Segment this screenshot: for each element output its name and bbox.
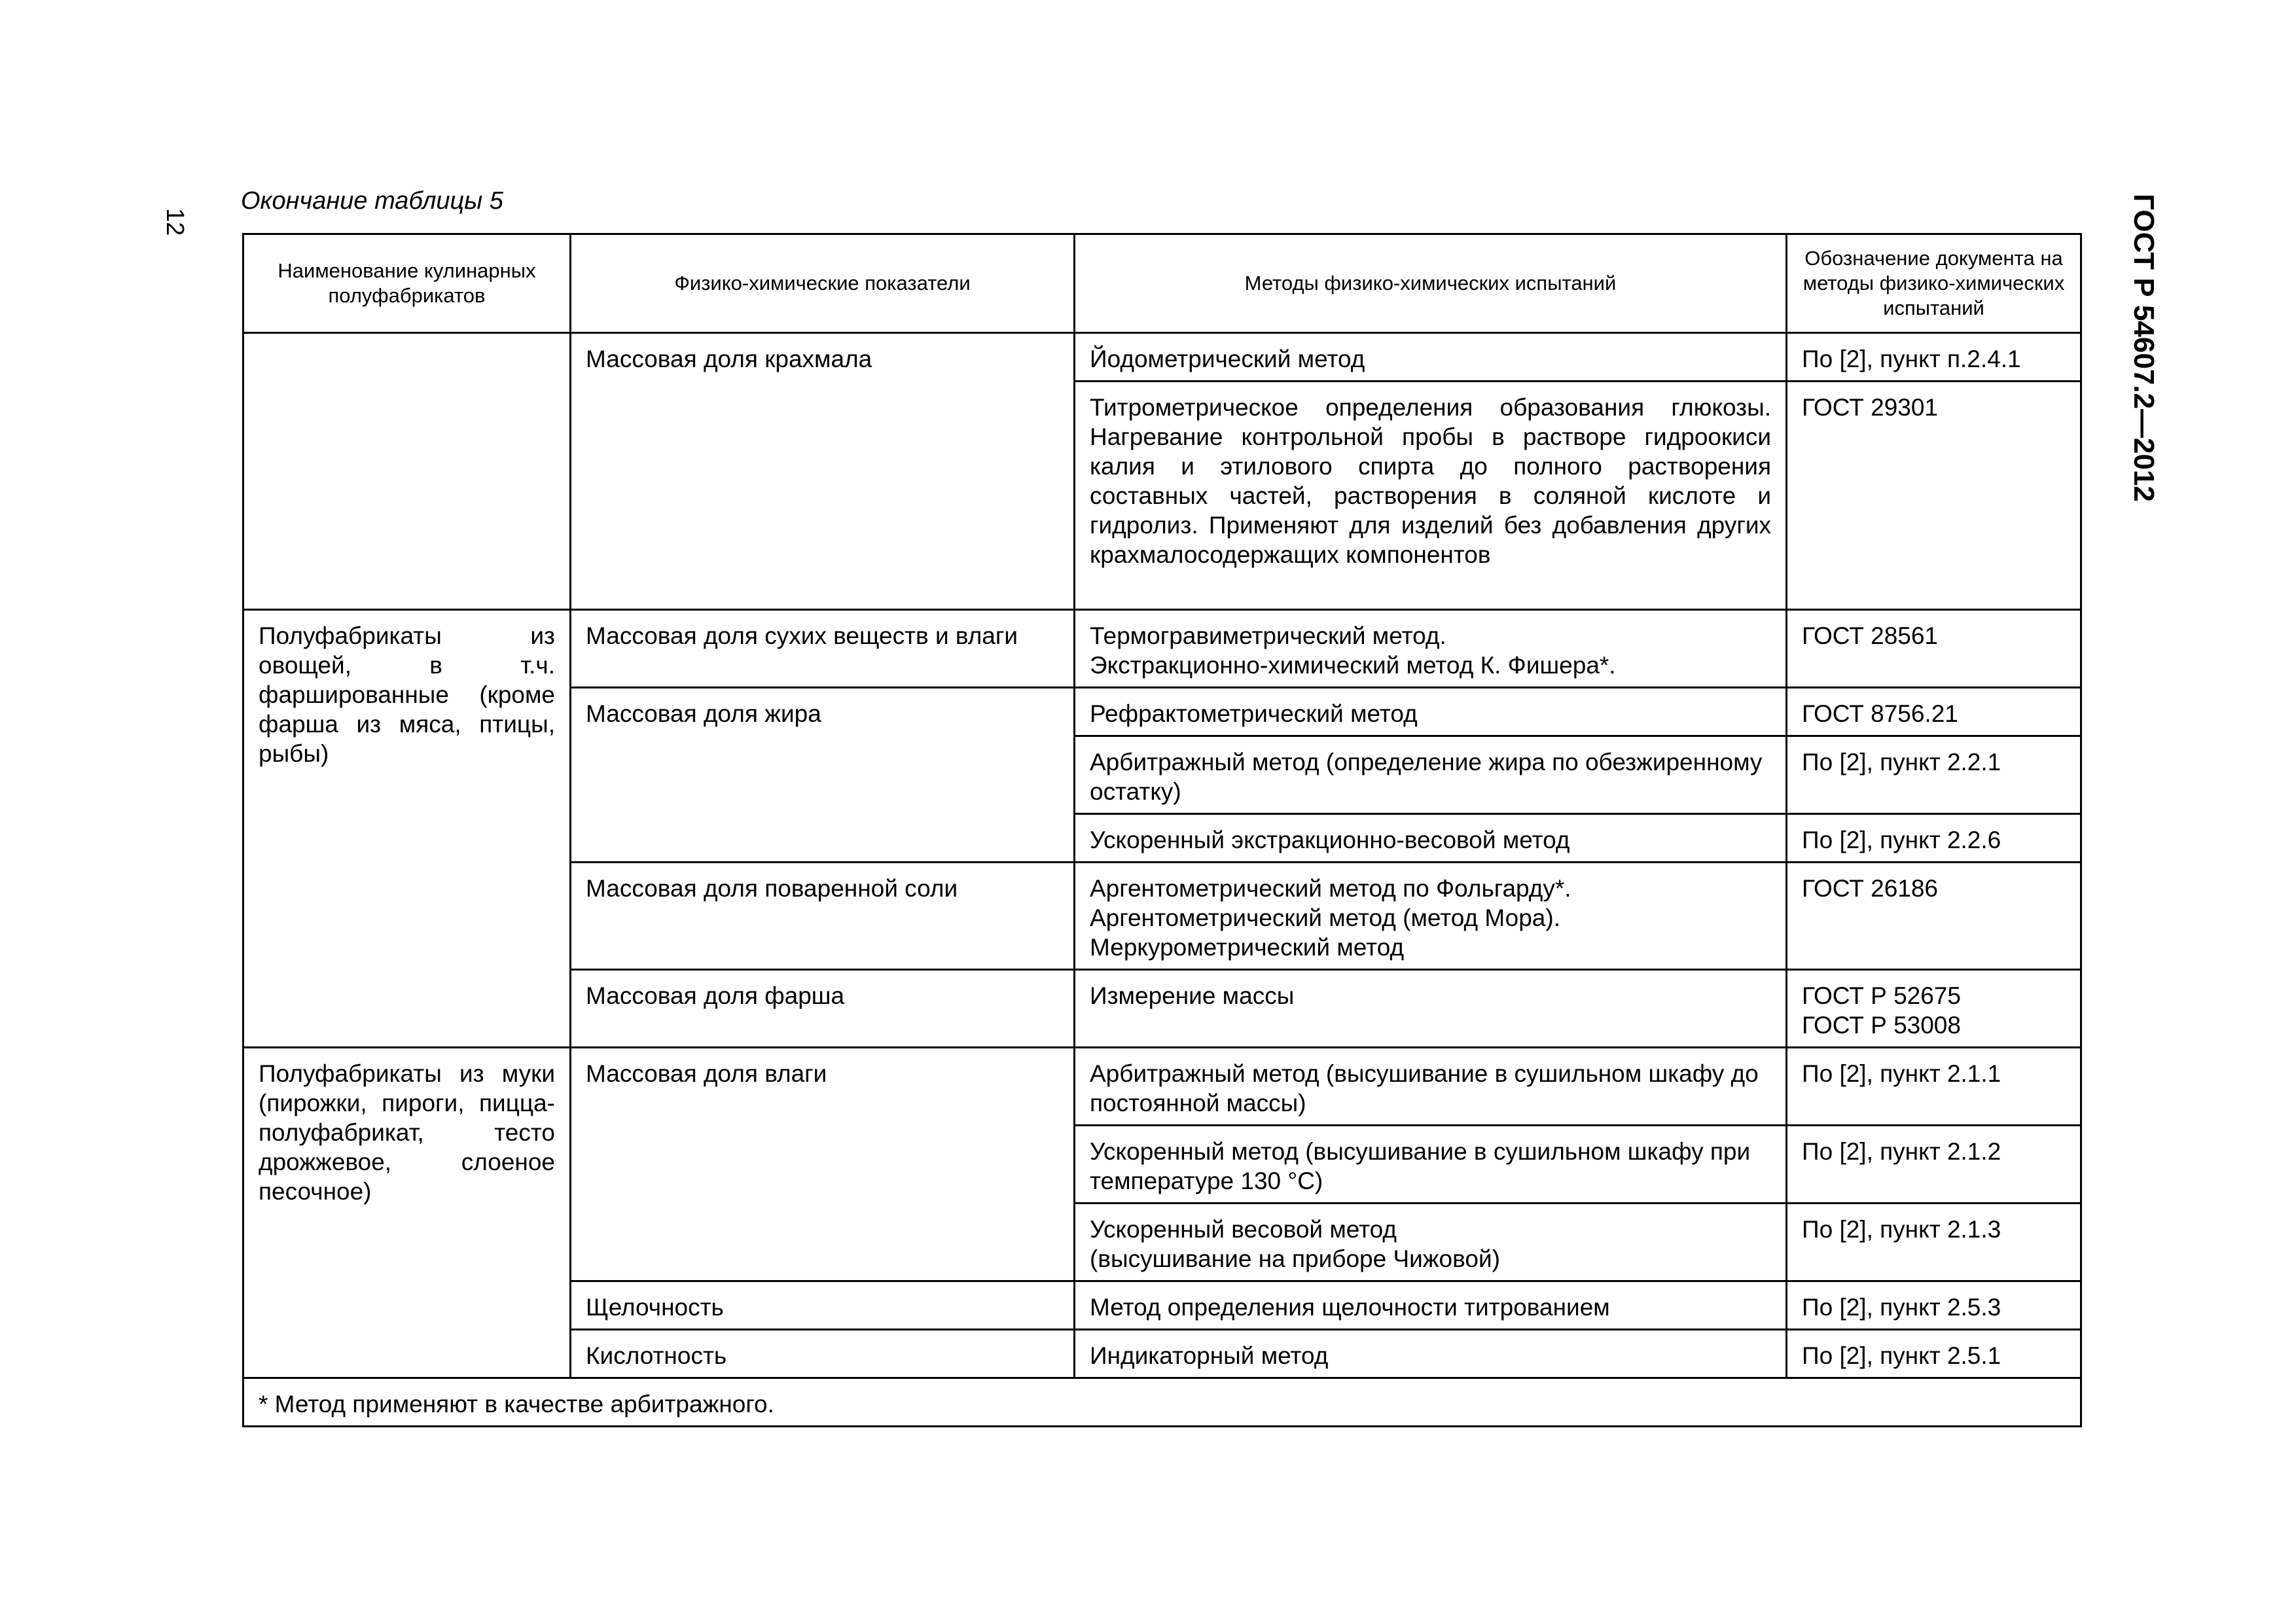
method-text: Рефрактометрический метод	[1090, 700, 1418, 727]
indicator-cell: Массовая доля жира	[571, 688, 1075, 863]
header-indicator: Физико-химические показатели	[571, 234, 1075, 333]
method-cell	[1075, 863, 1787, 970]
method-text: Аргентометрический метод по Фольгарду*.	[1090, 875, 1571, 902]
document-cell	[1787, 863, 2081, 970]
document-cell	[1787, 814, 2081, 863]
method-text: Меркурометрический метод	[1090, 934, 1405, 961]
document-text: По [2], пункт 2.5.3	[1802, 1294, 2001, 1321]
method-cell	[1075, 1126, 1787, 1204]
method-cell	[1075, 688, 1787, 736]
method-text: Ускоренный весовой метод	[1090, 1216, 1397, 1243]
document-cell	[1787, 1281, 2081, 1330]
document-text: По [2], пункт 2.2.1	[1802, 749, 2001, 776]
indicator-cell: Массовая доля фарша	[571, 970, 1075, 1048]
header-document: Обозначение документа на методы физико-химических испытаний	[1787, 234, 2081, 333]
document-text: По [2], пункт 2.5.1	[1802, 1342, 2001, 1369]
document-cell	[1787, 1330, 2081, 1378]
table-row	[243, 1048, 2081, 1126]
method-text: Арбитражный метод (определение жира по обезжиренному остатку)	[1090, 749, 1763, 805]
document-cell	[1787, 736, 2081, 814]
method-cell	[1075, 1048, 1787, 1126]
document-text: По [2], пункт п.2.4.1	[1802, 346, 2021, 372]
document-text: ГОСТ Р 53008	[1802, 1012, 1961, 1039]
document-text: ГОСТ Р 52675	[1802, 982, 1961, 1009]
document-text: ГОСТ 28561	[1802, 622, 1938, 649]
footnote-row	[243, 1378, 2081, 1427]
document-cell	[1787, 970, 2081, 1048]
method-text: Титрометрическое определения образования глюкозы. Нагревание контрольной пробы в растворе гидроокиси калия и этилового спирта до полного растворения составных частей, растворения в соляной кислоте и гидролиз. Применяют для изделий без добавления других крахмалосодержащих компонентов	[1090, 394, 1771, 568]
method-text: Аргентометрический метод (метод Мора).	[1090, 904, 1560, 931]
footnote: * Метод применяют в качестве арбитражного.	[243, 1378, 2081, 1427]
method-text: Арбитражный метод (высушивание в сушильном шкафу до постоянной массы)	[1090, 1060, 1759, 1116]
methods-table	[242, 233, 2082, 1427]
method-text: Ускоренный экстракционно-весовой метод	[1090, 827, 1570, 853]
method-text: Измерение массы	[1090, 982, 1295, 1009]
indicator-cell: Массовая доля влаги	[571, 1048, 1075, 1281]
document-cell	[1787, 688, 2081, 736]
method-text: Экстракционно-химический метод К. Фишера*.	[1090, 652, 1616, 679]
method-cell	[1075, 382, 1787, 610]
method-cell	[1075, 814, 1787, 863]
method-cell	[1075, 333, 1787, 382]
indicator-cell: Массовая доля сухих веществ и влаги	[571, 610, 1075, 688]
method-cell	[1075, 1330, 1787, 1378]
method-cell	[1075, 1281, 1787, 1330]
method-cell	[1075, 1204, 1787, 1281]
method-text: Индикаторный метод	[1090, 1342, 1329, 1369]
document-code: ГОСТ Р 54607.2—2012	[2128, 194, 2160, 502]
method-cell	[1075, 610, 1787, 688]
indicator-cell: Щелочность	[571, 1281, 1075, 1330]
document-cell	[1787, 610, 2081, 688]
document-text: ГОСТ 8756.21	[1802, 700, 1958, 727]
header-method: Методы физико-химических испытаний	[1075, 234, 1787, 333]
indicator-cell: Массовая доля крахмала	[571, 333, 1075, 610]
indicator-cell: Кислотность	[571, 1330, 1075, 1378]
product-cell: Полуфабрикаты из муки (пирожки, пироги, пицца-полуфабрикат, тесто дрожжевое, слоеное песочное)	[243, 1048, 571, 1378]
table-row	[243, 610, 2081, 688]
method-text: Термогравиметрический метод.	[1090, 622, 1446, 649]
document-text: ГОСТ 26186	[1802, 875, 1938, 902]
document-text: По [2], пункт 2.1.2	[1802, 1138, 2001, 1165]
table-row	[243, 333, 2081, 382]
method-text: Йодометрический метод	[1090, 346, 1365, 372]
header-product: Наименование кулинарных полуфабрикатов	[243, 234, 571, 333]
table-caption: Окончание таблицы 5	[241, 187, 503, 215]
method-text: Ускоренный метод (высушивание в сушильном шкафу при температуре 130 °С)	[1090, 1138, 1751, 1194]
method-cell	[1075, 970, 1787, 1048]
document-text: По [2], пункт 2.2.6	[1802, 827, 2001, 853]
document-text: По [2], пункт 2.1.3	[1802, 1216, 2001, 1243]
table-header-row	[243, 234, 2081, 333]
page-number: 12	[161, 208, 188, 236]
method-text: (высушивание на приборе Чижовой)	[1090, 1245, 1500, 1272]
document-text: По [2], пункт 2.1.1	[1802, 1060, 2001, 1087]
product-cell: Полуфабрикаты из овощей, в т.ч. фаршированные (кроме фарша из мяса, птицы, рыбы)	[243, 610, 571, 1048]
indicator-cell: Массовая доля поваренной соли	[571, 863, 1075, 970]
document-text: ГОСТ 29301	[1802, 394, 1938, 421]
document-cell	[1787, 333, 2081, 382]
document-cell	[1787, 1126, 2081, 1204]
product-cell	[243, 333, 571, 610]
method-cell	[1075, 736, 1787, 814]
document-cell	[1787, 1204, 2081, 1281]
method-text: Метод определения щелочности титрованием	[1090, 1294, 1610, 1321]
document-cell	[1787, 382, 2081, 610]
document-cell	[1787, 1048, 2081, 1126]
